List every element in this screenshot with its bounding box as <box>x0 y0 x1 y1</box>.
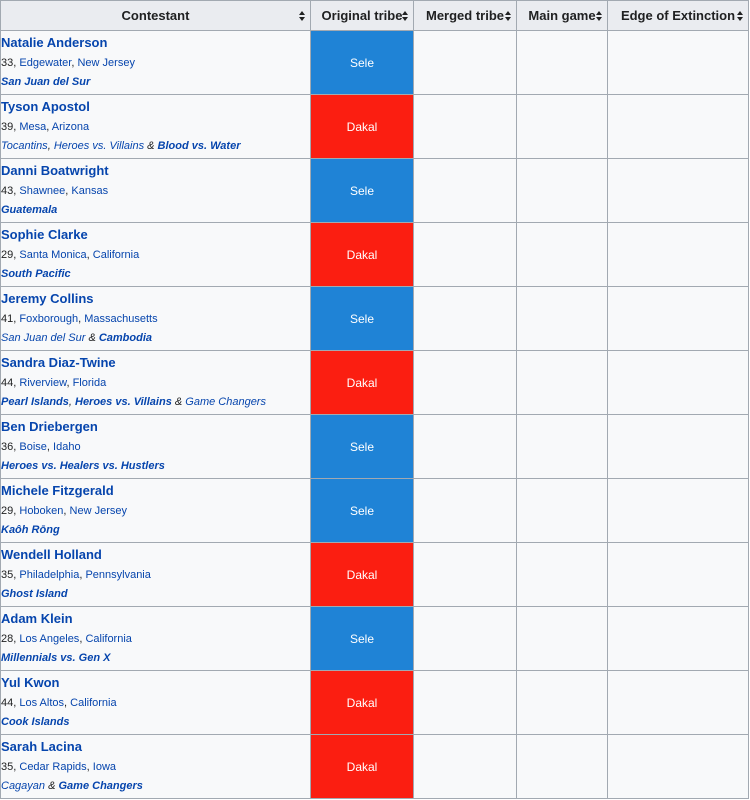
sort-icon[interactable] <box>737 11 743 21</box>
season-link[interactable]: Cambodia <box>98 332 153 344</box>
hometown-state-link[interactable]: Pennsylvania <box>85 569 151 581</box>
edge-of-extinction-cell <box>608 607 749 671</box>
contestant-hometown: 29, Hoboken, New Jersey <box>1 505 128 517</box>
hometown-state-link[interactable]: California <box>70 697 117 709</box>
contestant-hometown: 39, Mesa, Arizona <box>1 121 90 133</box>
merged-tribe-cell <box>414 671 517 735</box>
table-row <box>1 543 749 607</box>
season-link[interactable]: Kaôh Rōng <box>1 524 60 536</box>
original-tribe-cell: Sele <box>311 415 414 479</box>
contestant-age: 35 <box>1 761 14 773</box>
season-separator: , <box>47 140 54 152</box>
previous-seasons <box>1 329 310 348</box>
previous-seasons <box>1 457 310 476</box>
hometown-city-link[interactable]: Philadelphia <box>19 569 80 581</box>
table-row <box>1 95 749 159</box>
season-link[interactable]: Guatemala <box>1 204 58 216</box>
sort-icon[interactable] <box>299 11 305 21</box>
sort-icon[interactable] <box>505 11 511 21</box>
contestant-cell <box>1 543 311 607</box>
contestant-hometown: 43, Shawnee, Kansas <box>1 185 109 197</box>
season-separator: & <box>171 396 186 408</box>
main-game-cell <box>517 287 608 351</box>
season-link[interactable]: Pearl Islands <box>1 396 69 408</box>
contestant-name-link[interactable]: Michele Fitzgerald <box>1 483 114 498</box>
merged-tribe-cell <box>414 287 517 351</box>
contestant-hometown: 29, Santa Monica, California <box>1 249 140 261</box>
merged-tribe-cell <box>414 735 517 799</box>
contestant-name-link[interactable]: Sarah Lacina <box>1 739 82 754</box>
main-game-cell <box>517 159 608 223</box>
contestant-name-link[interactable]: Ben Driebergen <box>1 419 98 434</box>
edge-of-extinction-cell <box>608 543 749 607</box>
hometown-state-link[interactable]: New Jersey <box>69 505 128 517</box>
original-tribe-cell: Dakal <box>311 223 414 287</box>
hometown-city-link[interactable]: Santa Monica <box>19 249 87 261</box>
hometown-city-link[interactable]: Boise <box>19 441 47 453</box>
header-label: Original tribe <box>321 8 403 23</box>
contestant-cell <box>1 159 311 223</box>
original-tribe-cell: Sele <box>311 479 414 543</box>
table-row <box>1 671 749 735</box>
table-row <box>1 351 749 415</box>
sort-icon[interactable] <box>402 11 408 21</box>
previous-seasons <box>1 73 310 92</box>
header-edge-of-extinction[interactable] <box>608 1 749 31</box>
table-row <box>1 31 749 95</box>
hometown-city-link[interactable]: Los Angeles <box>19 633 80 645</box>
previous-seasons <box>1 201 310 220</box>
contestant-hometown: 36, Boise, Idaho <box>1 441 81 453</box>
previous-seasons <box>1 137 310 156</box>
merged-tribe-cell <box>414 415 517 479</box>
contestant-hometown: 33, Edgewater, New Jersey <box>1 57 135 69</box>
season-link[interactable]: Millennials vs. Gen X <box>1 652 111 664</box>
edge-of-extinction-cell <box>608 415 749 479</box>
original-tribe-cell: Dakal <box>311 543 414 607</box>
contestant-age: 43 <box>1 185 14 197</box>
season-link[interactable]: Heroes vs. Villains <box>53 140 145 152</box>
contestant-age: 35 <box>1 569 14 581</box>
main-game-cell <box>517 95 608 159</box>
header-row <box>1 1 749 31</box>
contestant-age: 39 <box>1 121 14 133</box>
main-game-cell <box>517 415 608 479</box>
header-label: Merged tribe <box>425 8 504 23</box>
contestant-name-link[interactable]: Adam Klein <box>1 611 73 626</box>
hometown-state-link[interactable]: California <box>85 633 132 645</box>
hometown-city-link[interactable]: Shawnee <box>19 185 66 197</box>
contestant-cell <box>1 287 311 351</box>
hometown-city-link[interactable]: Hoboken <box>19 505 64 517</box>
previous-seasons <box>1 649 310 668</box>
hometown-state-link[interactable]: Iowa <box>92 761 117 773</box>
main-game-cell <box>517 479 608 543</box>
previous-seasons <box>1 521 310 540</box>
main-game-cell <box>517 543 608 607</box>
contestant-name-link[interactable]: Tyson Apostol <box>1 99 90 114</box>
table-row <box>1 607 749 671</box>
original-tribe-cell: Dakal <box>311 671 414 735</box>
table-row <box>1 223 749 287</box>
original-tribe-cell: Dakal <box>311 95 414 159</box>
season-link[interactable]: Blood vs. Water <box>157 140 241 152</box>
table-row <box>1 287 749 351</box>
contestant-cell <box>1 735 311 799</box>
original-tribe-cell: Sele <box>311 287 414 351</box>
contestant-age: 44 <box>1 377 14 389</box>
season-link[interactable]: Game Changers <box>185 396 266 408</box>
merged-tribe-cell <box>414 95 517 159</box>
original-tribe-cell: Sele <box>311 31 414 95</box>
contestant-cell <box>1 607 311 671</box>
table-row <box>1 479 749 543</box>
previous-seasons <box>1 393 310 412</box>
edge-of-extinction-cell <box>608 671 749 735</box>
main-game-cell <box>517 735 608 799</box>
contestant-hometown: 35, Cedar Rapids, Iowa <box>1 761 117 773</box>
previous-seasons <box>1 585 310 604</box>
contestant-cell <box>1 479 311 543</box>
hometown-state-link[interactable]: Massachusetts <box>84 313 158 325</box>
contestant-hometown: 44, Los Altos, California <box>1 697 117 709</box>
season-link[interactable]: Heroes vs. Healers vs. Hustlers <box>1 460 165 472</box>
edge-of-extinction-cell <box>608 479 749 543</box>
season-link[interactable]: Tocantins <box>1 140 48 152</box>
merged-tribe-cell <box>414 31 517 95</box>
table-row <box>1 735 749 799</box>
hometown-city-link[interactable]: Riverview <box>19 377 67 389</box>
contestant-hometown: 28, Los Angeles, California <box>1 633 132 645</box>
season-separator: & <box>85 332 99 344</box>
hometown-state-link[interactable]: Idaho <box>53 441 81 453</box>
header-main-game[interactable] <box>517 1 608 31</box>
hometown-state-link[interactable]: Kansas <box>71 185 109 197</box>
edge-of-extinction-cell <box>608 31 749 95</box>
contestant-age: 41 <box>1 313 14 325</box>
hometown-city-link[interactable]: Mesa <box>19 121 47 133</box>
main-game-cell <box>517 223 608 287</box>
table-row <box>1 415 749 479</box>
original-tribe-cell: Sele <box>311 159 414 223</box>
contestant-cell <box>1 671 311 735</box>
original-tribe-cell: Dakal <box>311 351 414 415</box>
season-link[interactable]: Cook Islands <box>1 716 70 728</box>
season-link[interactable]: San Juan del Sur <box>1 76 91 88</box>
hometown-state-link[interactable]: Arizona <box>51 121 90 133</box>
header-label: Edge of Extinction <box>620 8 736 23</box>
hometown-city-link[interactable]: Foxborough <box>19 313 79 325</box>
contestant-cell <box>1 95 311 159</box>
previous-seasons <box>1 713 310 732</box>
season-link[interactable]: Cagayan <box>1 780 46 792</box>
merged-tribe-cell <box>414 543 517 607</box>
season-link[interactable]: Game Changers <box>58 780 143 792</box>
contestant-age: 29 <box>1 505 14 517</box>
main-game-cell <box>517 671 608 735</box>
hometown-state-link[interactable]: Florida <box>72 377 107 389</box>
original-tribe-cell: Sele <box>311 607 414 671</box>
header-contestant[interactable] <box>1 1 311 31</box>
contestant-cell <box>1 351 311 415</box>
contestant-cell <box>1 31 311 95</box>
contestant-name-link[interactable]: Sandra Diaz-Twine <box>1 355 116 370</box>
previous-seasons <box>1 777 310 796</box>
contestant-age: 36 <box>1 441 14 453</box>
contestant-name-link[interactable]: Yul Kwon <box>1 675 60 690</box>
contestant-age: 33 <box>1 57 14 69</box>
contestant-age: 29 <box>1 249 14 261</box>
contestant-hometown: 41, Foxborough, Massachusetts <box>1 313 158 325</box>
season-link[interactable]: San Juan del Sur <box>1 332 86 344</box>
main-game-cell <box>517 607 608 671</box>
contestant-hometown: 44, Riverview, Florida <box>1 377 107 389</box>
merged-tribe-cell <box>414 351 517 415</box>
season-separator: & <box>144 140 158 152</box>
season-link[interactable]: South Pacific <box>1 268 71 280</box>
contestant-age: 44 <box>1 697 14 709</box>
edge-of-extinction-cell <box>608 223 749 287</box>
hometown-city-link[interactable]: Los Altos <box>19 697 65 709</box>
season-link[interactable]: Heroes vs. Villains <box>75 396 172 408</box>
original-tribe-cell: Dakal <box>311 735 414 799</box>
table-row <box>1 159 749 223</box>
header-label: Main game <box>528 8 596 23</box>
edge-of-extinction-cell <box>608 351 749 415</box>
hometown-city-link[interactable]: Edgewater <box>19 57 72 69</box>
contestant-name-link[interactable]: Sophie Clarke <box>1 227 88 242</box>
hometown-state-link[interactable]: New Jersey <box>77 57 135 69</box>
contestant-name-link[interactable]: Danni Boatwright <box>1 163 109 178</box>
main-game-cell <box>517 31 608 95</box>
header-merged-tribe[interactable] <box>414 1 517 31</box>
contestant-name-link[interactable]: Jeremy Collins <box>1 291 94 306</box>
hometown-city-link[interactable]: Cedar Rapids <box>19 761 87 773</box>
contestant-hometown: 35, Philadelphia, Pennsylvania <box>1 569 151 581</box>
season-link[interactable]: Ghost Island <box>1 588 68 600</box>
merged-tribe-cell <box>414 159 517 223</box>
contestant-cell <box>1 415 311 479</box>
contestant-name-link[interactable]: Natalie Anderson <box>1 35 108 50</box>
contestant-name-link[interactable]: Wendell Holland <box>1 547 102 562</box>
merged-tribe-cell <box>414 223 517 287</box>
contestant-age: 28 <box>1 633 14 645</box>
header-original-tribe[interactable] <box>311 1 414 31</box>
previous-seasons <box>1 265 310 284</box>
edge-of-extinction-cell <box>608 287 749 351</box>
edge-of-extinction-cell <box>608 735 749 799</box>
table-body <box>1 31 749 799</box>
hometown-state-link[interactable]: California <box>92 249 140 261</box>
merged-tribe-cell <box>414 479 517 543</box>
edge-of-extinction-cell <box>608 95 749 159</box>
sort-icon[interactable] <box>596 11 602 21</box>
contestant-cell <box>1 223 311 287</box>
header-label: Contestant <box>121 8 190 23</box>
edge-of-extinction-cell <box>608 159 749 223</box>
season-separator: , <box>68 396 75 408</box>
merged-tribe-cell <box>414 607 517 671</box>
main-game-cell <box>517 351 608 415</box>
season-separator: & <box>45 780 59 792</box>
